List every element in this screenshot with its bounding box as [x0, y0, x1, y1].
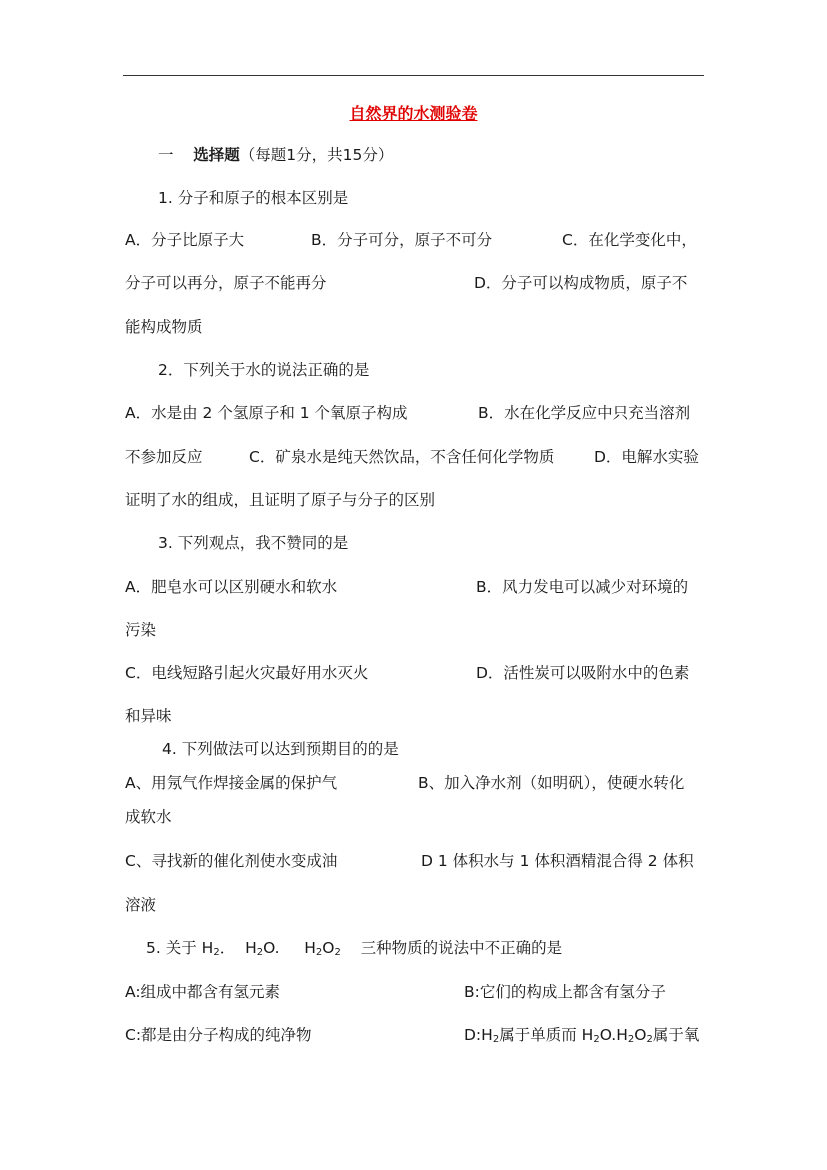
question-4-stem: 4. 下列做法可以达到预期目的的是: [162, 740, 399, 758]
q5-option-c: C:都是由分子构成的纯净物: [125, 1026, 312, 1044]
q5-stem-suffix: 三种物质的说法中不正确的是: [360, 939, 563, 957]
q2-option-b: B．水在化学反应中只充当溶剂: [478, 404, 691, 422]
q5-sub: 2: [213, 947, 220, 958]
q5-dot: .: [611, 1026, 617, 1044]
question-5-stem: [146, 938, 562, 958]
q4-option-c: C、寻找新的催化剂使水变成油: [125, 852, 338, 870]
q1-option-c: C．在化学变化中，: [562, 231, 697, 249]
q3-option-a: A．肥皂水可以区别硬水和软水: [125, 578, 338, 596]
q2-option-d: D．电解水实验: [594, 448, 699, 466]
q5-sub: 2: [646, 1034, 653, 1045]
q1-option-b: B．分子可分，原子不可分: [311, 231, 493, 249]
q3-option-b-cont: 污染: [125, 621, 157, 639]
q4-option-d-cont: 溶液: [125, 896, 157, 914]
question-2-stem: 2．下列关于水的说法正确的是: [158, 361, 370, 379]
q4-option-d: D 1 体积水与 1 体积酒精混合得 2 体积: [421, 852, 694, 870]
header-rule: [123, 75, 704, 76]
q1-option-d: D．分子可以构成物质，原子不: [474, 274, 688, 292]
q5-d-mid: 属于单质而: [499, 1026, 577, 1044]
section-number: 一: [158, 146, 174, 164]
q1-option-c-cont: 分子可以再分，原子不能再分: [125, 274, 327, 292]
question-3-stem: 3. 下列观点，我不赞同的是: [158, 534, 349, 552]
q5-sub: 2: [315, 947, 323, 958]
section-note: （每题1分，共15分）: [239, 146, 394, 164]
q1-option-d-cont: 能构成物质: [125, 318, 203, 336]
q5-h: H: [616, 1026, 628, 1044]
q3-option-b: B．风力发电可以减少对环境的: [476, 578, 689, 596]
q2-option-c: C．矿泉水是纯天然饮品，不含任何化学物质: [249, 448, 555, 466]
q5-sub: 2: [627, 1034, 635, 1045]
q5-stem-prefix: 5. 关于: [146, 939, 197, 957]
q3-option-c: C．电线短路引起火灾最好用水灭火: [125, 664, 369, 682]
q4-option-b-cont: 成软水: [125, 808, 172, 826]
q5-option-b: B:它们的构成上都含有氢分子: [464, 983, 666, 1001]
section-name: 选择题: [193, 146, 240, 164]
q2-option-a: A．水是由 2 个氢原子和 1 个氧原子构成: [125, 404, 408, 422]
section-heading: [158, 145, 393, 165]
q3-option-d-cont: 和异味: [125, 707, 172, 725]
question-1-stem: 1. 分子和原子的根本区别是: [158, 189, 349, 207]
q5-sub: 2: [593, 1034, 600, 1045]
q5-sub: 2: [256, 947, 264, 958]
q5-sep: ．: [219, 939, 236, 957]
q5-h: H: [304, 939, 316, 957]
q5-dot: .: [274, 939, 280, 957]
q5-o: O: [263, 939, 275, 957]
q5-d-suffix: 属于氧: [652, 1026, 700, 1044]
q5-o: O: [634, 1026, 647, 1044]
q2-option-b-cont: 不参加反应: [125, 448, 203, 466]
q5-h: H: [481, 1026, 493, 1044]
q3-option-d: D．活性炭可以吸附水中的色素: [476, 664, 690, 682]
q2-option-d-cont: 证明了水的组成，且证明了原子与分子的区别: [125, 491, 436, 509]
q5-o: O: [599, 1026, 612, 1044]
q5-h: H: [201, 939, 214, 957]
q5-o: O: [322, 939, 335, 957]
q5-h: H: [245, 939, 257, 957]
page-title: 自然界的水测验卷: [349, 104, 478, 123]
q5-h: H: [581, 1026, 594, 1044]
q5-option-a: A:组成中都含有氢元素: [125, 983, 281, 1001]
q5-option-d: [464, 1025, 699, 1045]
q5-sub: 2: [334, 947, 341, 958]
q4-option-a: A、用氖气作焊接金属的保护气: [125, 774, 338, 792]
q1-option-a: A．分子比原子大: [125, 231, 245, 249]
q4-option-b: B、加入净水剂（如明矾），使硬水转化: [418, 774, 685, 792]
q5-d-prefix: D:: [464, 1026, 482, 1044]
q5-sub: 2: [492, 1034, 500, 1045]
